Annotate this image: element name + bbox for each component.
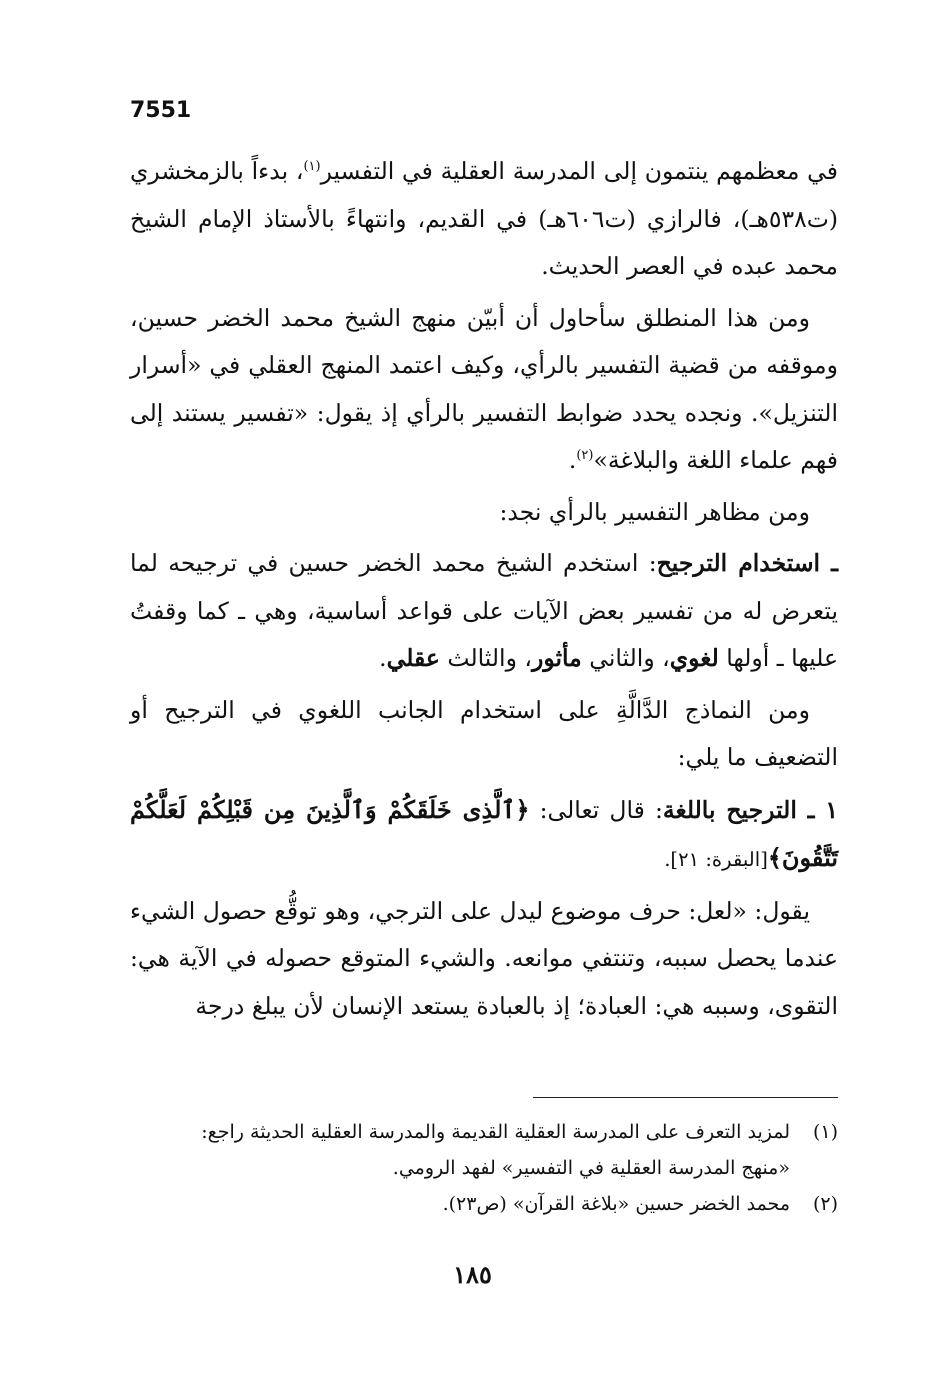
paragraph-1: في معظمهم ينتمون إلى المدرسة العقلية في التفسير$^{(١)}$، بدءاً بالزمخشري (ت٥٣٨هـ)، فالرازي (ت٦٠٦هـ) في القديم، وانتهاءً بالأستاذ الإمام الشيخ محمد عبده في العصر الحديث. (130, 157, 839, 280)
page-number-bottom: ١٨٥ (453, 1260, 492, 1289)
footnote-ref-1: (١) (303, 159, 321, 175)
heading-istikhdam-tarjih: ـ استخدام الترجيح (656, 549, 838, 577)
verse-reference: [البقرة: ٢١]. (664, 848, 768, 871)
heading-tarjih-lugha: ١ ـ الترجيح باللغة (662, 795, 838, 824)
paragraph-3: ومن مظاهر التفسير بالرأي نجد: (499, 497, 810, 526)
paragraph-5: ومن النماذج الدَّالَّةِ على استخدام الجانب اللغوي في الترجيح أو التضعيف ما يلي: (130, 695, 838, 771)
main-text (130, 148, 838, 1034)
page-number-top: 7551 (130, 98, 192, 123)
footnote-2: (٢)محمد الخضر حسين «بلاغة القرآن» (ص٢٣). (442, 1193, 838, 1215)
footnote-1-cont: «منهج المدرسة العقلية في التفسير» لفهد الرومي. (392, 1157, 790, 1179)
paragraph-4: ـ استخدام الترجيح: استخدم الشيخ محمد الخضر حسين في ترجيحه لما يتعرض له من تفسير بعض الآيات على قواعد أساسية، وهي ـ كما وقفتُ عليها ـ أولها لغوي، والثاني مأثور، والثالث عقلي. (130, 549, 838, 672)
footnote-1: (١)لمزيد التعرف على المدرسة العقلية القديمة والمدرسة العقلية الحديثة راجع: (201, 1121, 838, 1143)
paragraph-6: ١ ـ الترجيح باللغة: قال تعالى: ﴿ٱلَّذِى خَلَقَكُمْ وَٱلَّذِينَ مِن قَبْلِكُمْ لَعَلَّكُمْ تَتَّقُونَ﴾[البقرة: ٢١]. (130, 794, 838, 872)
paragraph-2: ومن هذا المنطلق سأحاول أن أبيّن منهج الشيخ محمد الخضر حسين، وموقفه من قضية التفسير بالرأي، وكيف اعتمد المنهج العقلي في «أسرار التنزيل». ونجده يحدد ضوابط التفسير بالرأي إذ يقول: «تفسير يستند إلى فهم علماء اللغة والبلاغة»$^{(٢)}$. (130, 303, 838, 474)
paragraph-7: يقول: «لعل: حرف موضوع ليدل على الترجي، وهو توقُّع حصول الشيء عندما يحصل سببه، وتنتفي موانعه. والشيء المتوقع حصوله في الآية هي: التقوى، وسببه هي: العبادة؛ إذ بالعبادة يستعد الإنسان لأن يبلغ درجة (130, 896, 838, 1020)
footnote-separator (533, 1097, 838, 1098)
footnotes (130, 1114, 838, 1222)
footnote-ref-2: (٢) (576, 448, 594, 464)
quran-verse: ﴿ٱلَّذِى خَلَقَكُمْ وَٱلَّذِينَ مِن قَبْلِكُمْ لَعَلَّكُمْ تَتَّقُونَ﴾ (130, 794, 838, 872)
